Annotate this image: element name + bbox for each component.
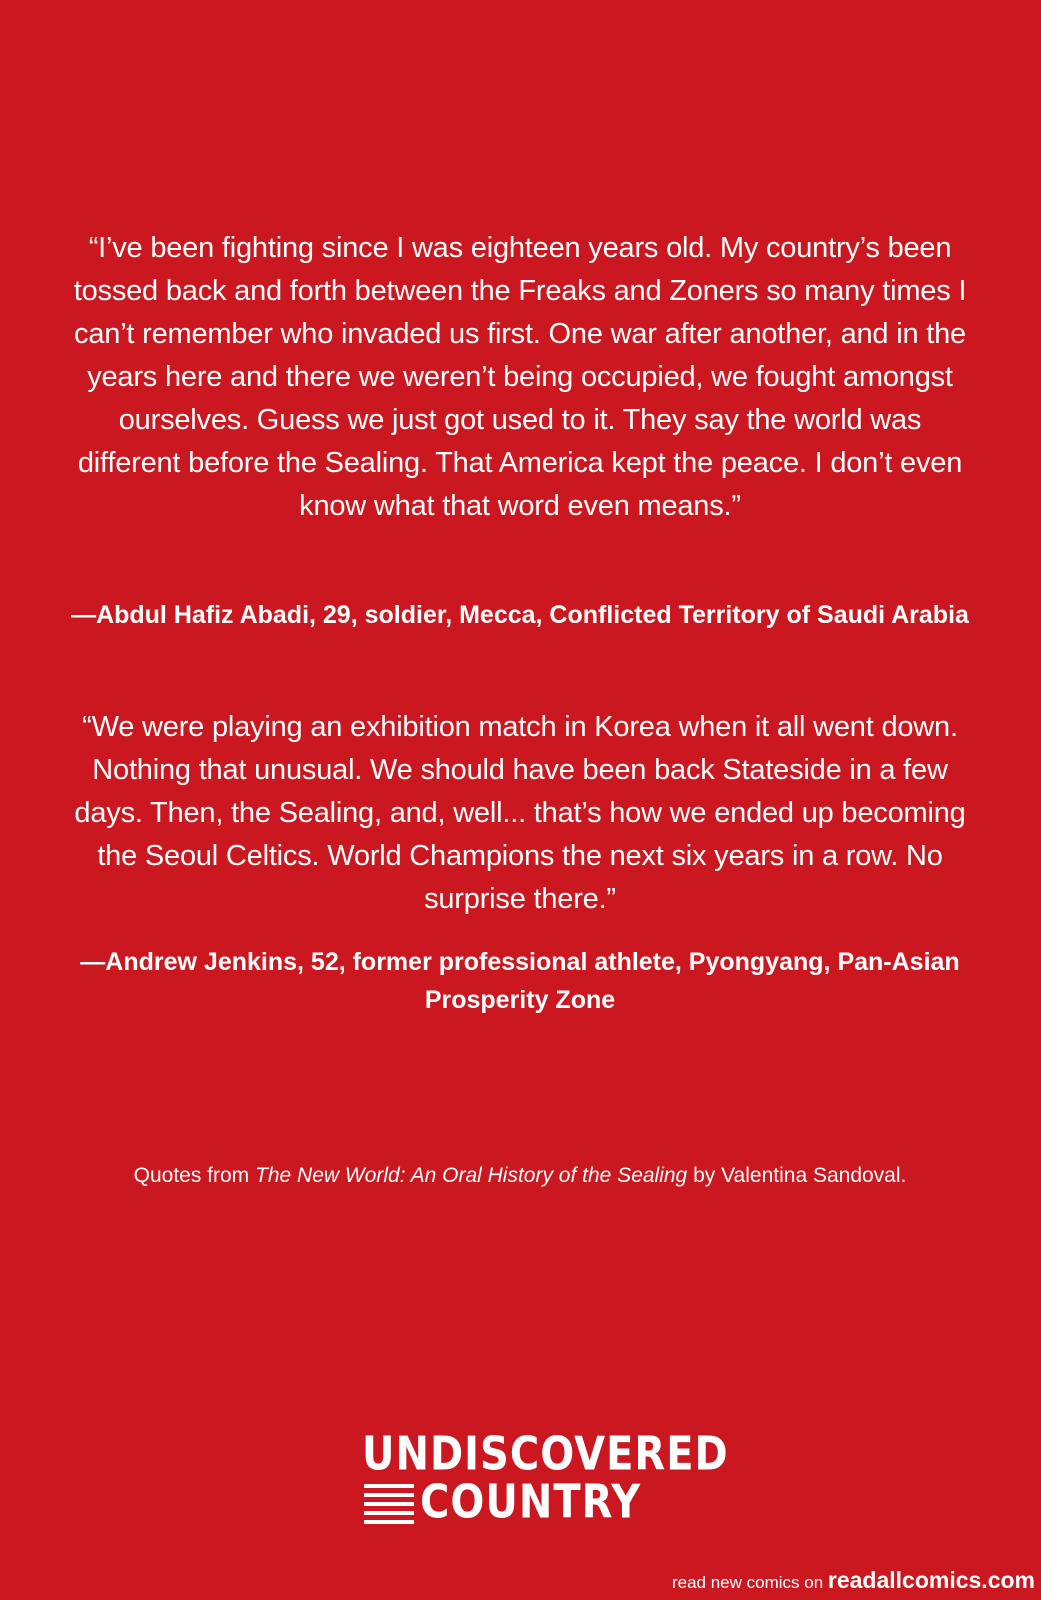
credit-suffix: by Valentina Sandoval.: [693, 1164, 907, 1187]
watermark-site-link[interactable]: readallcomics.com: [827, 1567, 1035, 1593]
credit-prefix: Quotes from: [133, 1164, 250, 1187]
quote-1-attribution: —Abdul Hafiz Abadi, 29, soldier, Mecca, Conflicted Territory of Saudi Arabia: [71, 601, 969, 629]
site-watermark: [672, 1567, 1035, 1596]
watermark-prefix: read new comics on: [671, 1573, 824, 1592]
quote-2-text: “We were playing an exhibition match in Korea when it all went down. Nothing that unusual. We should have been back Stateside in a few days. Then, the Sealing, and, well... that’s how we ended up becoming the Seoul Celtics. World Champions the next six years in a row. No surprise there.”: [74, 711, 966, 915]
logo-line-1: UNDISCOVERED: [362, 1428, 729, 1481]
flag-stripes-icon: [364, 1480, 416, 1524]
credit-book-title: The New World: An Oral History of the Sealing: [255, 1164, 688, 1187]
undiscovered-country-logo: [362, 1428, 729, 1529]
logo-line-2: COUNTRY: [420, 1476, 642, 1529]
quote-1-text: “I’ve been fighting since I was eighteen years old. My country’s been tossed back and forth between the Freaks and Zoners so many times I can’t remember who invaded us first. One war after another, and in the years here and there we weren’t being occupied, we fought amongst ourselves. Guess we just got used to it. They say the world was different before the Sealing. That America kept the peace. I don’t even know what that word even means.”: [73, 232, 967, 522]
source-credit: [40, 1161, 1000, 1191]
quote-2-attribution: —Andrew Jenkins, 52, former professional athlete, Pyongyang, Pan-Asian Prosperity Zone: [80, 948, 960, 1014]
